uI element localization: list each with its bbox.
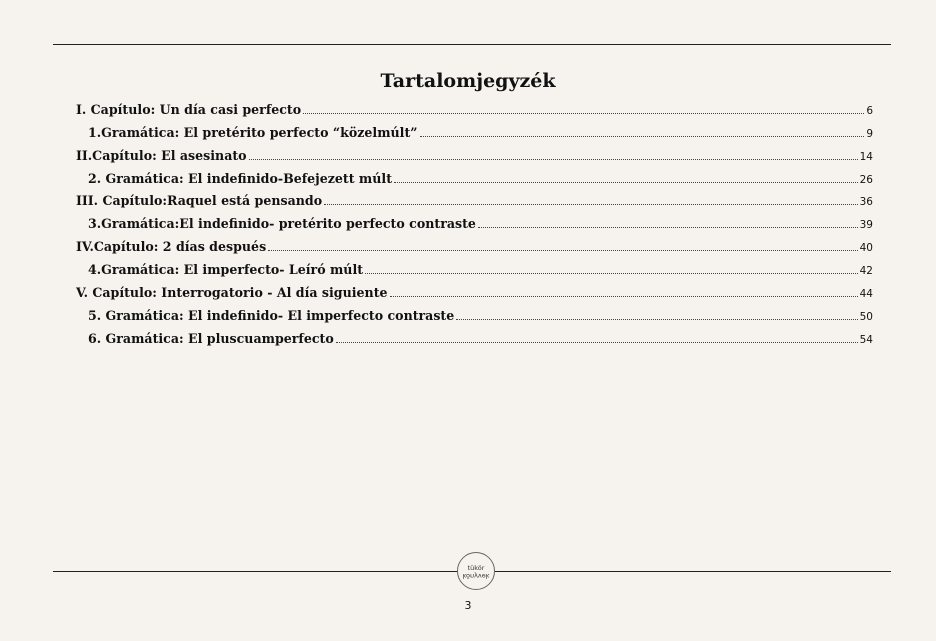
toc-entry-page: 39 [859, 219, 873, 232]
toc-entry[interactable] [76, 254, 873, 277]
toc-entry[interactable] [76, 323, 873, 346]
toc-entry-label: IV.Capítulo: 2 días después [76, 239, 267, 255]
toc-entry-label: V. Capítulo: Interrogatorio - Al día siguiente [76, 285, 388, 301]
toc-entry-label: 3.Gramática:El indefinido- pretérito perfecto contraste [88, 216, 476, 232]
toc-entry[interactable] [76, 208, 873, 231]
toc-leader-dots [365, 272, 858, 274]
toc-leader-dots [303, 112, 864, 114]
toc-leader-dots [324, 203, 857, 205]
toc-entry-label: 4.Gramática: El imperfecto- Leíró múlt [88, 262, 364, 278]
toc-entry-page: 6 [866, 104, 873, 117]
logo-text-mirrored: könyvek [462, 572, 490, 580]
toc-leader-dots [249, 158, 858, 160]
toc-entry-page: 42 [859, 265, 873, 278]
toc-entry[interactable] [76, 277, 873, 300]
toc-entry-label: II.Capítulo: El asesinato [76, 147, 247, 163]
toc-entry-page: 26 [859, 173, 873, 186]
toc-leader-dots [268, 249, 857, 251]
toc-leader-dots [456, 318, 857, 320]
toc-entry[interactable] [76, 186, 873, 209]
toc-leader-dots [336, 341, 858, 343]
toc-entry-page: 44 [859, 288, 873, 301]
toc-leader-dots [478, 226, 858, 228]
page-title: Tartalomjegyzék [380, 70, 556, 92]
toc-entry-page: 50 [859, 310, 873, 323]
logo-text-top: tükör [467, 564, 485, 572]
toc-entry[interactable] [76, 94, 873, 117]
toc-entry-label: III. Capítulo:Raquel está pensando [76, 193, 323, 209]
toc-entry-page: 9 [866, 127, 873, 140]
toc-entry[interactable] [76, 163, 873, 186]
toc-entry-label: 6. Gramática: El pluscuamperfecto [88, 330, 334, 346]
toc-leader-dots [390, 295, 858, 297]
toc-entry[interactable] [76, 140, 873, 163]
toc-entry-label: I. Capítulo: Un día casi perfecto [76, 101, 302, 117]
table-of-contents [76, 94, 873, 346]
toc-entry-label: 1.Gramática: El pretérito perfecto “közelmúlt” [88, 124, 418, 140]
toc-leader-dots [394, 181, 858, 183]
header-rule [53, 44, 891, 45]
toc-entry[interactable] [76, 117, 873, 140]
toc-entry-page: 14 [859, 150, 873, 163]
toc-entry-label: 5. Gramática: El indefinido- El imperfecto contraste [88, 307, 455, 323]
toc-entry-page: 36 [859, 196, 873, 209]
publisher-logo [457, 552, 495, 590]
toc-entry-label: 2. Gramática: El indefinido-Befejezett múlt [88, 170, 393, 186]
toc-entry[interactable] [76, 300, 873, 323]
page-number: 3 [464, 599, 472, 612]
toc-leader-dots [420, 135, 865, 137]
toc-entry[interactable] [76, 231, 873, 254]
toc-entry-page: 54 [859, 333, 873, 346]
toc-entry-page: 40 [859, 242, 873, 255]
